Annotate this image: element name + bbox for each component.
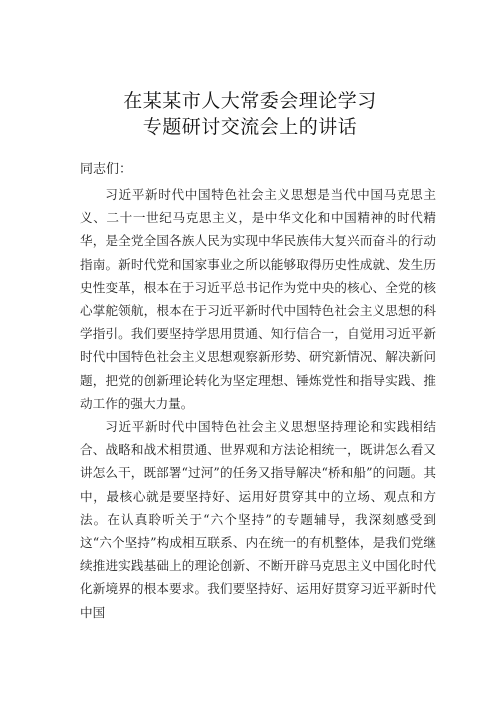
title-line-2: 专题研讨交流会上的讲话 [142, 116, 358, 138]
salutation: 同志们： [80, 162, 133, 177]
paragraph-2: 习近平新时代中国特色社会主义思想坚持理论和实践相结合、战略和战术相贯通、世界观和方法论相统一，既讲怎么看又讲怎么干，既部署“过河”的任务又指导解决“桥和船”的问题。其中，最核心就是要坚持好、运用好贯穿其中的立场、观点和方法。在认真聆听关于“六个坚持”的专题辅导，我深刻感受到这“六个坚持”构成相互联系、内在统一的有机整体，是我们党继续推进实践基础上的理论创新、不断开辟马克思主义中国化时代化新境界的根本要求。我们要坚持好、运用好贯穿习近平新时代中国 [80, 419, 436, 620]
body-text [80, 183, 436, 624]
title-line-1: 在某某市人大常委会理论学习 [123, 90, 377, 112]
paragraph-1: 习近平新时代中国特色社会主义思想是当代中国马克思主义、二十一世纪马克思主义，是中华文化和中国精神的时代精华，是全党全国各族人民为实现中华民族伟大复兴而奋斗的行动指南。新时代党和国家事业之所以能够取得历史性成就、发生历史性变革，根本在于习近平总书记作为党中央的核心、全党的核心掌舵领航，根本在于习近平新时代中国特色社会主义思想的科学指引。我们要坚持学思用贯通、知行信合一，自觉用习近平新时代中国特色社会主义思想观察新形势、研究新情况、解决新问题，把党的创新理论转化为坚定理想、锤炼党性和指导实践、推动工作的强大力量。 [80, 187, 436, 411]
